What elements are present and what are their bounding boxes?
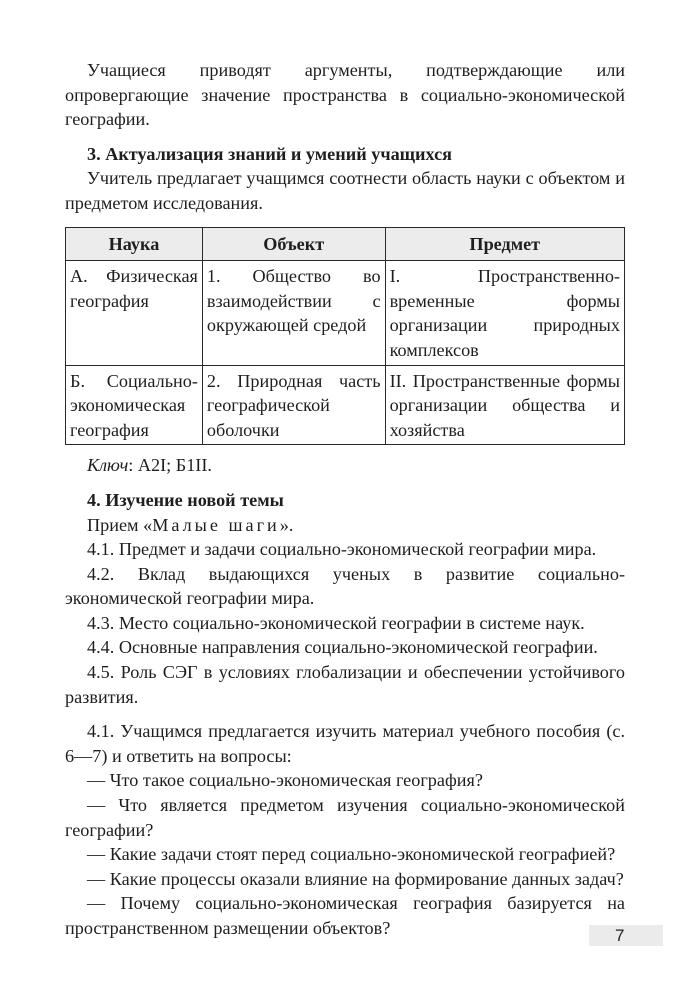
section-3-heading: 3. Актуализация знаний и умений учащихся [87, 143, 452, 164]
answer-key-value: : А2I; Б1II. [128, 455, 212, 476]
topic-item: 4.1. Предмет и задачи социально-экономической географии мира. [87, 539, 597, 560]
cell-science: Б. Социально-экономическая география [66, 365, 203, 445]
question-item: — Какие процессы оказали влияние на формирование данных задач? [87, 868, 624, 889]
method-name: Малые шаги [152, 514, 280, 535]
section-3-text: Учитель предлагает учащимся соотнести область науки с объектом и предметом исследования. [65, 168, 625, 213]
cell-object: 2. Природная часть географической оболочки [202, 365, 385, 445]
table-row [66, 261, 625, 365]
topic-item: 4.2. Вклад выдающихся ученых в развитие социально-экономической географии мира. [65, 563, 625, 609]
topic-item: 4.4. Основные направления социально-экономической географии. [87, 637, 598, 658]
answer-key-label: Ключ [87, 455, 129, 476]
table-row [66, 365, 625, 445]
header-science: Наука [66, 227, 203, 261]
topic-item: 4.5. Роль СЭГ в условиях глобализации и обеспечении устойчивого развития. [65, 662, 625, 707]
cell-subject: I. Пространственно-временные формы организации природных комплексов [385, 261, 624, 365]
page-number: 7 [615, 926, 625, 945]
cell-subject: II. Пространственные формы организации общества и хозяйства [385, 365, 624, 445]
task-4-1-text: 4.1. Учащимся предлагается изучить материал учебного пособия (с. 6—7) и ответить на вопросы: [65, 721, 625, 766]
method-suffix: ». [279, 514, 294, 535]
page-content [65, 58, 625, 941]
question-item: — Какие задачи стоят перед социально-экономической географией? [87, 844, 616, 865]
question-item: — Что такое социально-экономическая география? [87, 770, 483, 791]
cell-science: А. Физическая география [66, 261, 203, 365]
topic-item: 4.3. Место социально-экономической географии в системе наук. [87, 612, 585, 633]
table-header-row [66, 227, 625, 261]
question-item: — Что является предметом изучения социально-экономической географии? [65, 795, 625, 840]
header-subject: Предмет [385, 227, 624, 261]
science-object-subject-table [65, 227, 625, 446]
intro-paragraph: Учащиеся приводят аргументы, подтверждающие или опровергающие значение пространства в социально-экономической географии. [65, 60, 625, 130]
section-4-heading: 4. Изучение новой темы [87, 489, 284, 510]
header-object: Объект [202, 227, 385, 261]
question-item: — Почему социально-экономическая география базируется на пространственном размещении объектов? [65, 893, 625, 938]
method-line [65, 513, 625, 538]
cell-object: 1. Общество во взаимодействии с окружающей средой [202, 261, 385, 365]
answer-key [65, 453, 625, 478]
page-number-box [589, 925, 663, 946]
method-prefix: Прием « [87, 514, 153, 535]
